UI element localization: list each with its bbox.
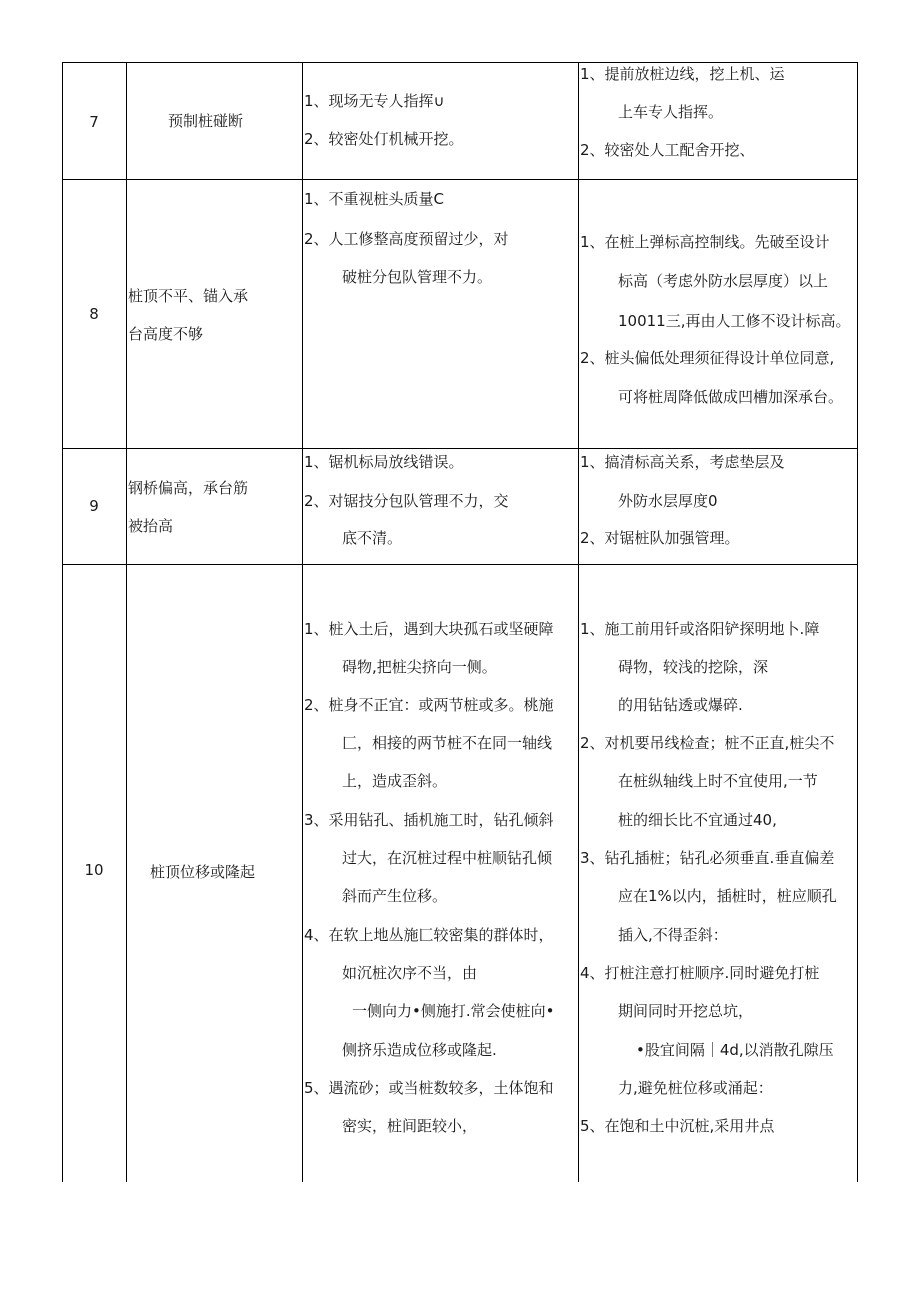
row-number: 10 (84, 861, 104, 879)
cause-line: 5、遇流砂；或当桩数较多，土体饱和 (304, 1079, 554, 1097)
cause-line: 如沉桩次序不当，由 (342, 964, 478, 982)
row-number: 8 (89, 305, 99, 323)
problem-title (128, 469, 248, 545)
problem-title-line: 台高度不够 (128, 325, 204, 343)
cause-line: 底不清。 (342, 529, 403, 547)
table-divider-2 (302, 62, 303, 1182)
table-divider-1 (126, 62, 127, 1182)
cause-line: 过大，在沉桩过程中桩顺钻孔倾 (342, 849, 553, 867)
measure-line: 1、施工前用钎或洛阳铲探明地卜.障 (580, 620, 820, 638)
measure-line: 力,避免桩位移或涌起： (618, 1079, 773, 1097)
problem-title: 桩顶位移或隆起 (150, 863, 256, 881)
measure-line: 应在1%以内，插桩时，桩应顺孔 (618, 887, 837, 905)
measure-line: 2、对机要吊线检查；桩不正直,桩尖不 (580, 734, 835, 752)
cause-line: 匚，相接的两节桩不在同一轴线 (342, 734, 553, 752)
measure-line: 在桩纵轴线上时不宜使用,一节 (618, 772, 818, 790)
problem-title-line: 桩顶不平、锚入承 (128, 287, 249, 305)
measure-line: 可将桩周降低做成凹槽加深承台。 (618, 388, 844, 406)
measure-line: 插入,不得歪斜： (618, 926, 728, 944)
measure-line: 桩的细长比不宜通过40, (618, 811, 777, 829)
measure-line: 标高（考虑外防水层厚度）以上 (618, 272, 829, 290)
measure-line: 外防水层厚度0 (618, 492, 718, 510)
cause-line: 2、对锯技分包队管理不力，交 (304, 492, 509, 510)
measure-line: 10011三,再由人工修不设计标高。 (618, 312, 851, 330)
cause-line: 2、较密处仃机械开挖。 (304, 130, 464, 148)
cause-line: 2、桩身不正宜：或两节桩或多。桃施 (304, 696, 554, 714)
measure-line: 1、提前放桩边线，挖上机、运 (580, 65, 785, 83)
problem-title-line: 钢桥偏高，承台筋 (128, 479, 249, 497)
cause-line: 上，造成歪斜。 (342, 772, 448, 790)
measure-line: 碍物，较浅的挖除，深 (618, 658, 769, 676)
cause-line: 1、桩入土后，遇到大块孤石或坚硬障 (304, 620, 554, 638)
row-divider-7-8 (62, 179, 858, 180)
cause-line: 1、不重视桩头质量C (304, 190, 445, 208)
row-number: 9 (89, 497, 99, 515)
measure-line: 2、较密处人工配舍开挖、 (580, 141, 755, 159)
cause-line: 1、现场无专人指挥∪ (304, 92, 445, 110)
cause-line: 1、锯机标局放线错误。 (304, 453, 464, 471)
problem-title: 预制桩碰断 (168, 112, 244, 130)
measure-line: 1、搞清标高关系，考虑垫层及 (580, 453, 785, 471)
measure-line: 5、在饱和土中沉桩,采用井点 (580, 1117, 775, 1135)
measure-line: 3、钻孔插桩；钻孔必须垂直.垂直偏差 (580, 849, 835, 867)
cause-line: 一侧向力•侧施打.常会使桩向• (352, 1002, 555, 1020)
measure-line: 2、桩头偏低处理须征得设计单位同意, (580, 349, 835, 367)
measure-line: 的用钻钻透或爆碎. (618, 696, 743, 714)
measure-line: 期间同时开挖总坑， (618, 1002, 754, 1020)
table-border-right (857, 62, 858, 1182)
cause-line: 2、人工修整高度预留过少，对 (304, 230, 509, 248)
cause-line: 破桩分包队管理不力。 (342, 268, 493, 286)
measure-line: 4、打桩注意打桩顺序.同时避免打桩 (580, 964, 820, 982)
cause-line: 侧挤乐造成位移或隆起. (342, 1041, 497, 1059)
cause-line: 3、采用钻孔、插机施工时，钻孔倾斜 (304, 811, 554, 829)
cause-line: 斜而产生位移。 (342, 887, 448, 905)
cause-line: 密实，桩间距较小， (342, 1117, 478, 1135)
cause-line: 4、在软上地丛施匚较密集的群体时， (304, 926, 554, 944)
row-divider-9-10 (62, 564, 858, 565)
measure-line: 2、对锯桩队加强管理。 (580, 529, 740, 547)
cause-line: 碍物,把桩尖挤向一侧。 (342, 658, 497, 676)
problem-title-line: 被抬高 (128, 517, 174, 535)
measure-line: 1、在桩上弹标高控制线。先破至设计 (580, 233, 830, 251)
row-number: 7 (89, 113, 99, 131)
measure-line: •股宜间隔｜4d,以消散孔隙压 (636, 1041, 834, 1059)
measure-line: 上车专人指挥。 (618, 103, 724, 121)
table-divider-3 (578, 62, 579, 1182)
table-border-left (62, 62, 63, 1182)
problem-title (128, 277, 248, 353)
